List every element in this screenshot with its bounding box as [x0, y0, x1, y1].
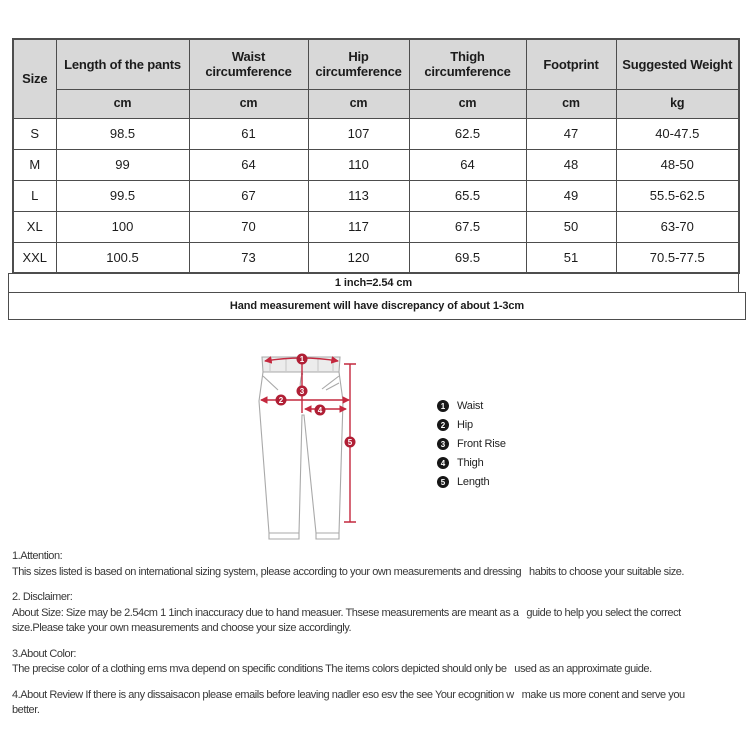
- footer-section: [12, 590, 748, 637]
- legend-number-badge: 5: [437, 476, 449, 488]
- pants-outline: [259, 354, 343, 539]
- svg-text:2: 2: [278, 395, 284, 405]
- size-chart-table: [12, 38, 740, 274]
- unit-cell: cm: [308, 89, 409, 118]
- unit-cell: cm: [189, 89, 308, 118]
- value-cell: 51: [526, 242, 616, 273]
- legend-number-badge: 4: [437, 457, 449, 469]
- value-cell: 107: [308, 118, 409, 149]
- table-row: [13, 211, 739, 242]
- legend-item-length: [437, 476, 506, 488]
- value-cell: 69.5: [409, 242, 526, 273]
- footer-text-line: size.Please take your own measurements and choose your size accordingly.: [12, 622, 352, 634]
- svg-text:4: 4: [317, 405, 323, 415]
- value-cell: 100.5: [56, 242, 189, 273]
- value-cell: 64: [409, 149, 526, 180]
- inch-conversion-note: 1 inch=2.54 cm: [8, 273, 739, 293]
- value-cell: 117: [308, 211, 409, 242]
- table-row: [13, 242, 739, 273]
- legend-label: Waist: [457, 400, 484, 412]
- legend-item-hip: [437, 419, 506, 431]
- column-header: Footprint: [526, 39, 616, 89]
- footer-section: [12, 647, 748, 678]
- marker-hip: [276, 395, 287, 406]
- value-cell: 67: [189, 180, 308, 211]
- table-row: [13, 118, 739, 149]
- footer-section: [12, 549, 748, 580]
- table-row: [13, 149, 739, 180]
- value-cell: 50: [526, 211, 616, 242]
- footer-section-title: 3.About Color:: [12, 647, 77, 660]
- svg-text:5: 5: [347, 437, 353, 447]
- value-cell: 55.5-62.5: [616, 180, 739, 211]
- diagram-legend: [437, 400, 506, 495]
- svg-text:3: 3: [299, 386, 305, 396]
- size-column-header: Size: [13, 39, 56, 118]
- size-cell: S: [13, 118, 56, 149]
- value-cell: 70.5-77.5: [616, 242, 739, 273]
- svg-text:1: 1: [299, 354, 305, 364]
- value-cell: 99: [56, 149, 189, 180]
- legend-label: Front Rise: [457, 438, 506, 450]
- footer-notes: [12, 549, 748, 729]
- table-header-row: [13, 39, 739, 89]
- footer-section: [12, 688, 748, 719]
- value-cell: 73: [189, 242, 308, 273]
- legend-number-badge: 3: [437, 438, 449, 450]
- value-cell: 64: [189, 149, 308, 180]
- value-cell: 100: [56, 211, 189, 242]
- pants-measurement-diagram: [250, 343, 410, 553]
- unit-cell: kg: [616, 89, 739, 118]
- footer-text-line: better.: [12, 704, 40, 716]
- legend-number-badge: 2: [437, 419, 449, 431]
- legend-item-thigh: [437, 457, 506, 469]
- column-header: Thigh circumference: [409, 39, 526, 89]
- value-cell: 113: [308, 180, 409, 211]
- legend-label: Hip: [457, 419, 473, 431]
- unit-cell: cm: [56, 89, 189, 118]
- value-cell: 67.5: [409, 211, 526, 242]
- size-cell: XL: [13, 211, 56, 242]
- value-cell: 120: [308, 242, 409, 273]
- value-cell: 61: [189, 118, 308, 149]
- legend-number-badge: 1: [437, 400, 449, 412]
- value-cell: 47: [526, 118, 616, 149]
- value-cell: 65.5: [409, 180, 526, 211]
- unit-cell: cm: [409, 89, 526, 118]
- value-cell: 70: [189, 211, 308, 242]
- column-header: Length of the pants: [56, 39, 189, 89]
- size-cell: M: [13, 149, 56, 180]
- legend-label: Length: [457, 476, 490, 488]
- value-cell: 62.5: [409, 118, 526, 149]
- value-cell: 48-50: [616, 149, 739, 180]
- marker-waist: [297, 354, 308, 365]
- value-cell: 98.5: [56, 118, 189, 149]
- value-cell: 63-70: [616, 211, 739, 242]
- size-cell: XXL: [13, 242, 56, 273]
- footer-text-line: About Size: Size may be 2.54cm 1 1inch inaccuracy due to hand measuer. Thsese measurements are meant as a guide to help you select the correct: [12, 606, 681, 619]
- marker-length: [345, 437, 356, 448]
- marker-thigh: [315, 405, 326, 416]
- measurement-discrepancy-note: Hand measurement will have discrepancy of about 1-3cm: [8, 292, 746, 320]
- column-header: Suggested Weight: [616, 39, 739, 89]
- legend-item-waist: [437, 400, 506, 412]
- value-cell: 40-47.5: [616, 118, 739, 149]
- value-cell: 49: [526, 180, 616, 211]
- column-header: Waist circumference: [189, 39, 308, 89]
- marker-front-rise: [297, 386, 308, 397]
- footer-section-title: 2. Disclaimer:: [12, 591, 73, 603]
- legend-item-front-rise: [437, 438, 506, 450]
- value-cell: 110: [308, 149, 409, 180]
- unit-cell: cm: [526, 89, 616, 118]
- column-header: Hip circumference: [308, 39, 409, 89]
- legend-label: Thigh: [457, 457, 484, 469]
- size-cell: L: [13, 180, 56, 211]
- table-units-row: [13, 89, 739, 118]
- footer-text-line: This sizes listed is based on international sizing system, please according to your own measurements and dressing habits to choose your suitable size.: [12, 565, 685, 578]
- footer-text-line: The precise color of a clothing ems mva depend on specific conditions The items colors depicted should only be used as an approximate guide.: [12, 663, 652, 675]
- value-cell: 99.5: [56, 180, 189, 211]
- value-cell: 48: [526, 149, 616, 180]
- footer-text-line: 4.About Review If there is any dissaisacon please emails before leaving nadler eso esv the see Your ecognition w make us more conent and serve you: [12, 688, 685, 701]
- footer-section-title: 1.Attention:: [12, 550, 63, 562]
- table-row: [13, 180, 739, 211]
